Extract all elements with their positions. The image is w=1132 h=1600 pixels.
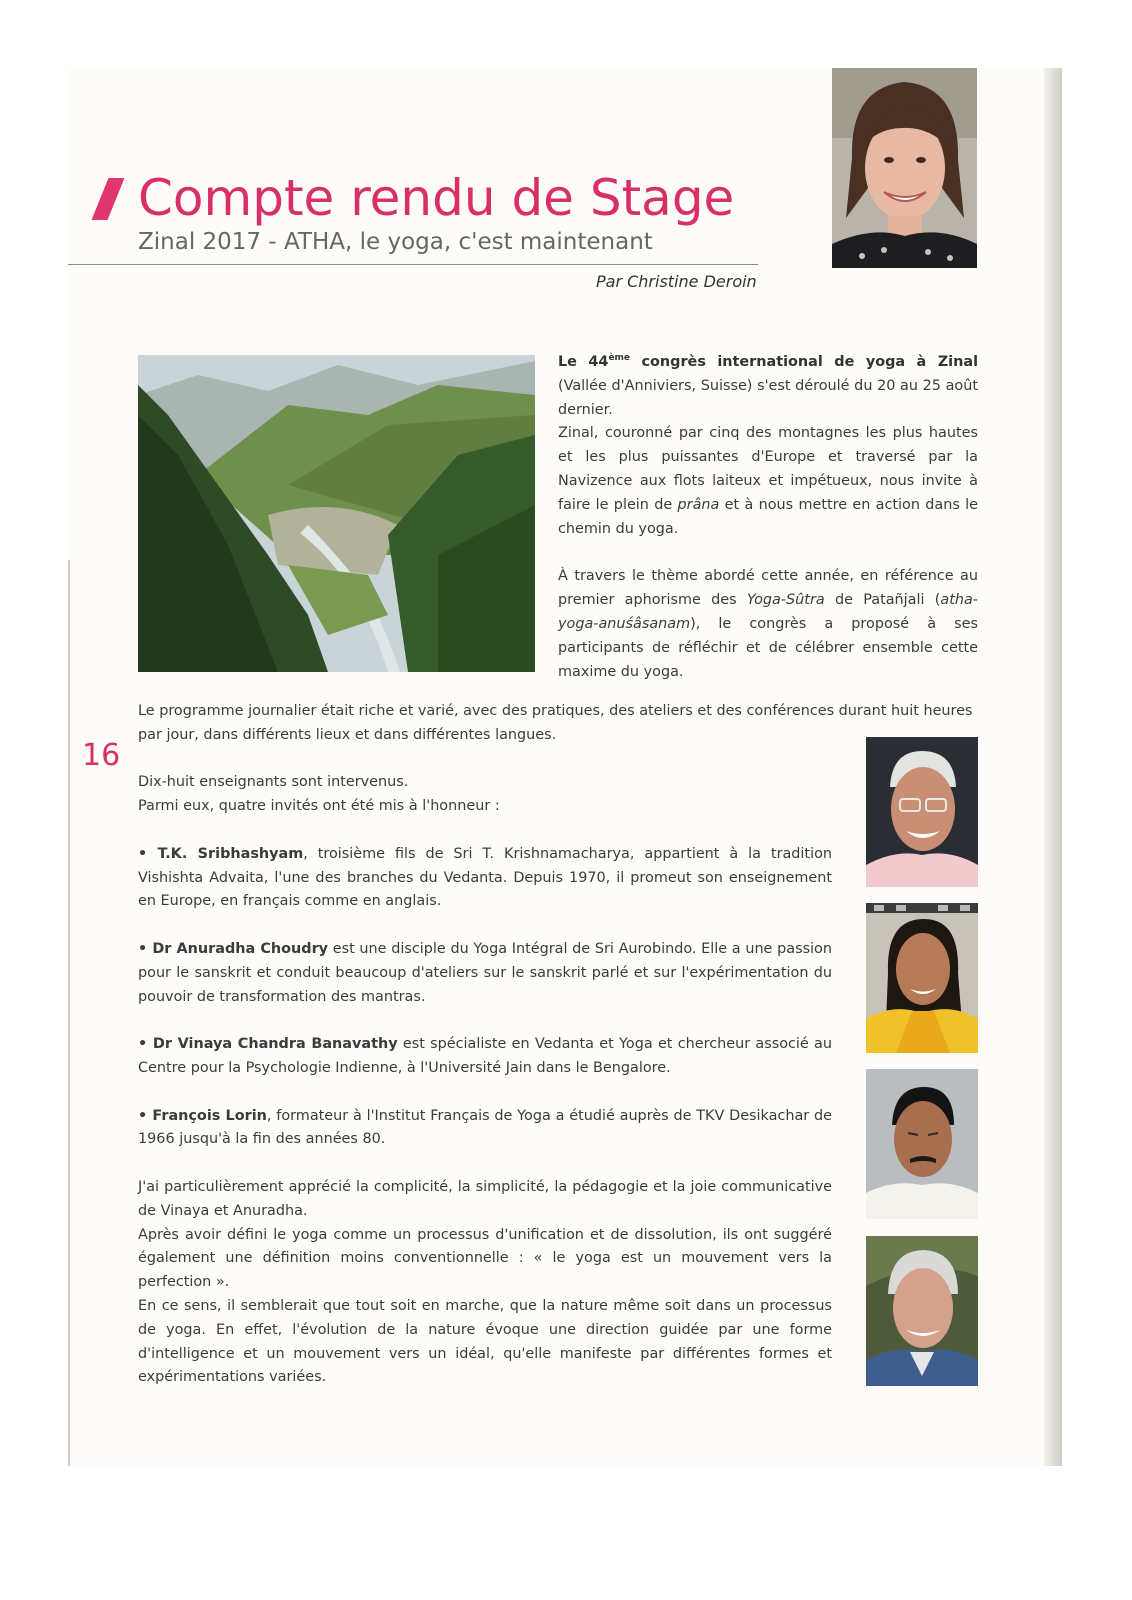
intro-lead-text: (Vallée d'Anniviers, Suisse) s'est déroulé du 20 au 25 août dernier.	[558, 377, 978, 418]
program-paragraph: Le programme journalier était riche et varié, avec des pratiques, des ateliers et des conférences durant huit heures par jour, dans différents lieux et dans différentes langues.	[138, 703, 973, 743]
intro-lead-superscript: ème	[608, 353, 631, 364]
guest-description: est spécialiste en Vedanta et Yoga et chercheur associé au Centre pour la Psychologie Indienne, à l'Université Jain dans le Bengalore.	[138, 1036, 832, 1076]
guest-description: , troisième fils de Sri T. Krishnamacharya, appartient à la tradition Vishishta Advaita, l'une des branches du Vedanta. Depuis 1970, il promeut son enseignement en Europe, en français comme en anglais.	[138, 845, 832, 910]
guest-description: , formateur à l'Institut Français de Yoga a étudié auprès de TKV Desikachar de 1966 jusqu'à la fin des années 80.	[138, 1107, 832, 1148]
closing-paragraph-3: En ce sens, il semblerait que tout soit en marche, que la nature même soit dans un processus de yoga. En effet, l'évolution de la nature évoque une direction guidée par une forme d'intelligence et un mouvement vers un idéal, qu'elle manifeste par différentes formes et expérimentations variées.	[138, 1297, 832, 1386]
intro-theme-text-3: ), le congrès a proposé à ses participants de réfléchir et de célébrer ensemble cette maxime du yoga.	[558, 615, 978, 680]
guest-name: • T.K. Sribhashyam	[138, 845, 304, 862]
intro-theme-text-2: de Patañjali (	[824, 592, 941, 609]
intro-paragraph-1	[558, 351, 978, 541]
page-spine-shadow	[1044, 68, 1062, 1466]
guest-name: • François Lorin	[138, 1107, 267, 1124]
intro-paragraph-2	[558, 565, 978, 684]
title-rule	[68, 264, 758, 265]
guest-name: • Dr Anuradha Choudry	[138, 940, 329, 957]
intro-lead-bold: Le 44	[558, 354, 609, 370]
intro-zinal-text: Zinal, couronné par cinq des montagnes les plus hautes et les plus puissantes d'Europe et traversé par la Navizence aux flots laiteux et impétueux, nous invite à faire le plein de	[558, 425, 978, 513]
guest-paragraph-lorin	[138, 1105, 832, 1153]
page-number: 16	[82, 738, 121, 773]
teachers-line-1: Dix-huit enseignants sont intervenus.	[138, 774, 409, 791]
guest-name: • Dr Vinaya Chandra Banavathy	[138, 1036, 398, 1053]
guest-description: est une disciple du Yoga Intégral de Sri Aurobindo. Elle a une passion pour le sanskrit et conduit beaucoup d'ateliers sur le sanskrit parlé et sur l'expérimentation du pouvoir de transformation des mantras.	[138, 940, 832, 1005]
intro-zinal-text-end: et à nous mettre en action dans le chemin du yoga.	[558, 496, 978, 537]
intro-column	[558, 351, 978, 708]
closing-paragraph-2: Après avoir défini le yoga comme un processus d'unification et de dissolution, ils ont suggéré également une définition moins conventionnelle : « le yoga est un mouvement vers la perfection ».	[138, 1226, 832, 1291]
closing-paragraph-1: J'ai particulièrement apprécié la complicité, la simplicité, la pédagogie et la joie communicative de Vinaya et Anuradha.	[138, 1178, 832, 1219]
guest-paragraph-anuradha	[138, 938, 832, 1009]
intro-prana-term: prâna	[677, 496, 720, 513]
intro-theme-text: À travers le thème abordé cette année, en référence au premier aphorisme des	[558, 568, 978, 609]
article-subtitle: Zinal 2017 - ATHA, le yoga, c'est maintenant	[138, 229, 653, 255]
intro-yoga-sutra-term: Yoga-Sûtra	[746, 592, 825, 609]
zinal-valley-photo	[138, 355, 535, 672]
intro-aphorism-term: atha-yoga-anuśâsanam	[558, 592, 978, 632]
guest-paragraph-vinaya	[138, 1033, 832, 1081]
byline: Par Christine Deroin	[596, 272, 757, 291]
intro-lead-bold-continued: congrès international de yoga à Zinal	[630, 354, 978, 370]
guest-paragraph-sribhashyam	[138, 843, 832, 914]
teachers-line-2: Parmi eux, quatre invités ont été mis à l'honneur :	[138, 798, 500, 815]
article-body	[138, 700, 980, 1390]
article-title: Compte rendu de Stage	[138, 169, 735, 227]
page-edge-line	[68, 560, 70, 1466]
author-portrait-photo	[832, 68, 977, 268]
